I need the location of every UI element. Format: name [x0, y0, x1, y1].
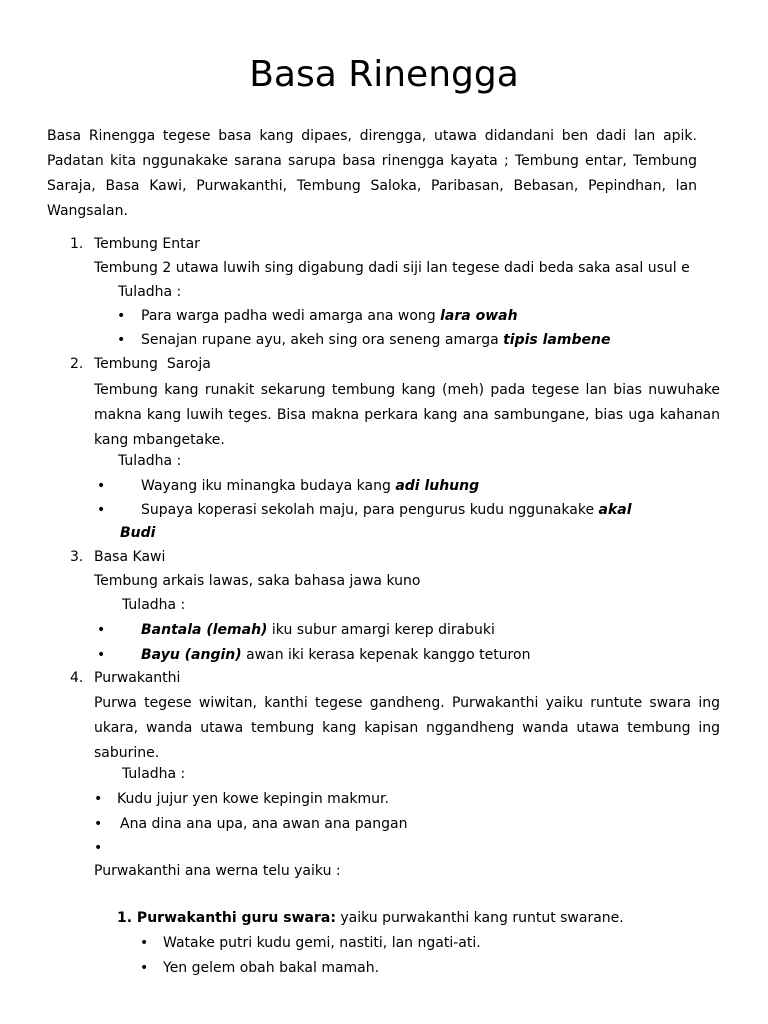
list-item-continuation: Budi	[120, 525, 156, 541]
section-1-heading: Tembung Entar	[94, 236, 200, 252]
section-2-desc: Tembung kang runakit sekarung tembung kang (meh) pada tegese lan bias nuwuhake makna kang luwih teges. Bisa makna perkara kang ana sambungane, bias uga kahanan kang mbangetake.	[94, 382, 720, 448]
section-4-number: 4.	[70, 670, 84, 686]
bullet-icon: •	[97, 622, 106, 638]
section-1-number: 1.	[70, 236, 84, 252]
section-4-heading: Purwakanthi	[94, 670, 181, 686]
page-title: Basa Rinengga	[249, 54, 519, 95]
list-item: Ana dina ana upa, ana awan ana pangan	[120, 816, 408, 832]
bullet-icon: •	[140, 935, 149, 951]
section-1-desc: Tembung 2 utawa luwih sing digabung dadi siji lan tegese dadi beda saka asal usul e	[94, 260, 690, 276]
bullet-icon: •	[117, 308, 126, 324]
section-2-tuladha: Tuladha :	[118, 453, 182, 469]
section-4-desc: Purwa tegese wiwitan, kanthi tegese gandheng. Purwakanthi yaiku runtute swara ing ukara, wanda utawa tembung kang kapisan nggandheng wanda utawa tembung ing saburine.	[94, 695, 720, 761]
bullet-icon: •	[140, 960, 149, 976]
intro-paragraph: Basa Rinengga tegese basa kang dipaes, direngga, utawa didandani ben dadi lan apik. Padatan kita nggunakake sarana sarupa basa rinengga kayata ; Tembung entar, Tembung Saraja, Basa Kawi, Purwakanthi, Tembung Saloka, Paribasan, Bebasan, Pepindhan, lan Wangsalan.	[47, 128, 697, 219]
section-3-number: 3.	[70, 549, 84, 565]
bullet-icon: •	[94, 816, 103, 832]
section-4-tuladha: Tuladha :	[122, 766, 186, 782]
list-item: Para warga padha wedi amarga ana wong lara owah	[141, 308, 518, 324]
bullet-icon: •	[117, 332, 126, 348]
subsection-guru-swara: 1. Purwakanthi guru swara: yaiku purwakanthi kang runtut swarane.	[117, 910, 624, 926]
list-item: Supaya koperasi sekolah maju, para pengurus kudu nggunakake akal	[141, 502, 632, 518]
list-item: Yen gelem obah bakal mamah.	[163, 960, 380, 976]
section-3-heading: Basa Kawi	[94, 549, 166, 565]
section-2-heading: Tembung Saroja	[94, 356, 211, 372]
types-intro: Purwakanthi ana werna telu yaiku :	[94, 863, 341, 879]
section-3-tuladha: Tuladha :	[122, 597, 186, 613]
list-item: Bantala (lemah) iku subur amargi kerep dirabuki	[141, 622, 495, 638]
list-item: Senajan rupane ayu, akeh sing ora seneng amarga tipis lambene	[141, 332, 611, 348]
section-2-number: 2.	[70, 356, 84, 372]
section-1-tuladha: Tuladha :	[118, 284, 182, 300]
bullet-icon: •	[94, 840, 103, 856]
bullet-icon: •	[94, 791, 103, 807]
bullet-icon: •	[97, 478, 106, 494]
section-3-desc: Tembung arkais lawas, saka bahasa jawa kuno	[94, 573, 421, 589]
bullet-icon: •	[97, 502, 106, 518]
list-item: Wayang iku minangka budaya kang adi luhung	[141, 478, 480, 494]
list-item: Kudu jujur yen kowe kepingin makmur.	[117, 791, 389, 807]
bullet-icon: •	[97, 647, 106, 663]
list-item: Bayu (angin) awan iki kerasa kepenak kanggo teturon	[141, 647, 531, 663]
list-item: Watake putri kudu gemi, nastiti, lan ngati-ati.	[163, 935, 481, 951]
